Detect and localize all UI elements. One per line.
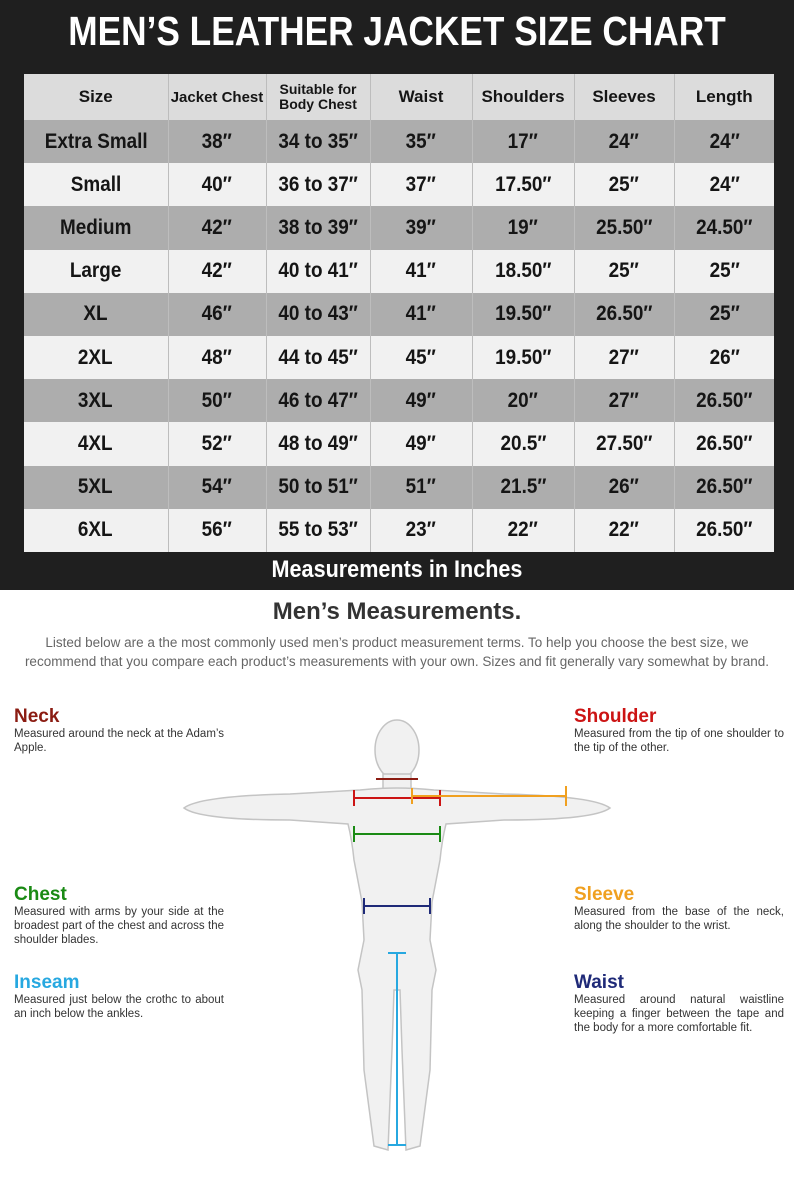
table-cell [574, 336, 674, 379]
shoulder-info [574, 706, 784, 755]
table-cell [674, 379, 774, 422]
table-cell [168, 206, 266, 249]
table-cell [472, 336, 574, 379]
cell-text: 41″ [405, 259, 437, 283]
waist-info [574, 972, 784, 1035]
table-cell [24, 250, 168, 293]
cell-text: 17″ [507, 129, 539, 153]
cell-text: 25″ [608, 259, 640, 283]
cell-text: 27″ [608, 388, 640, 412]
table-cell [574, 466, 674, 509]
table-cell [168, 163, 266, 206]
table-cell [472, 250, 574, 293]
chart-title: MEN’S LEATHER JACKET SIZE CHART [68, 8, 726, 54]
cell-text: 23″ [405, 518, 437, 542]
table-cell [266, 163, 370, 206]
cell-text: 50″ [201, 388, 233, 412]
table-cell [24, 422, 168, 465]
table-cell [674, 293, 774, 336]
cell-text: 6XL [78, 518, 114, 542]
table-cell [674, 509, 774, 552]
table-cell [24, 509, 168, 552]
table-cell [24, 293, 168, 336]
shoulder-description: Measured from the tip of one shoulder to the tip of the other. [574, 728, 784, 754]
cell-text: 26″ [709, 345, 740, 369]
cell-text: 2XL [78, 345, 114, 369]
size-table [24, 74, 774, 552]
cell-text: Medium [60, 215, 132, 239]
cell-text: 25″ [608, 172, 640, 196]
cell-text: 19.50″ [494, 345, 552, 369]
cell-text: 42″ [201, 215, 233, 239]
table-cell [472, 120, 574, 163]
cell-text: 42″ [201, 259, 233, 283]
table-cell [472, 466, 574, 509]
table-cell [574, 250, 674, 293]
cell-text: 40 to 41″ [278, 259, 358, 283]
table-cell [574, 379, 674, 422]
measurements-caption: Measurements in Inches [271, 556, 523, 583]
cell-text: Large [70, 259, 122, 283]
neck-label: Neck [14, 706, 60, 727]
cell-text: XL [83, 302, 108, 326]
cell-text: 48 to 49″ [278, 431, 358, 455]
table-cell [266, 379, 370, 422]
cell-text: 46 to 47″ [278, 388, 358, 412]
table-row [24, 293, 774, 336]
cell-text: 39″ [405, 215, 437, 239]
cell-text: 20″ [507, 388, 539, 412]
table-cell [472, 206, 574, 249]
table-cell [24, 336, 168, 379]
cell-text: 24″ [608, 129, 640, 153]
table-cell [574, 422, 674, 465]
table-cell [370, 466, 472, 509]
table-cell [266, 509, 370, 552]
cell-text: 54″ [201, 475, 233, 499]
cell-text: 18.50″ [494, 259, 552, 283]
cell-text: 24″ [709, 172, 740, 196]
cell-text: 35″ [405, 129, 437, 153]
table-cell [472, 509, 574, 552]
table-cell [370, 509, 472, 552]
table-row [24, 336, 774, 379]
cell-text: 49″ [405, 388, 437, 412]
table-cell [370, 336, 472, 379]
table-cell [674, 163, 774, 206]
cell-text: 24.50″ [696, 215, 753, 239]
table-cell [370, 163, 472, 206]
chest-label: Chest [14, 884, 67, 905]
header-sleeves: Sleeves [574, 74, 674, 120]
header-shoulders: Shoulders [472, 74, 574, 120]
table-cell [24, 120, 168, 163]
table-cell [266, 336, 370, 379]
cell-text: 45″ [405, 345, 437, 369]
cell-text: 25″ [709, 259, 740, 283]
measurements-intro: Listed below are a the most commonly used men’s product measurement terms. To help you choose the best size, we recommend that you compare each product’s measurements with your own. Sizes and fit generally vary somewhat by brand. [24, 635, 770, 669]
table-row [24, 206, 774, 249]
table-cell [24, 379, 168, 422]
table-cell [674, 120, 774, 163]
cell-text: 22″ [608, 518, 640, 542]
header-waist: Waist [370, 74, 472, 120]
table-cell [574, 163, 674, 206]
table-cell [168, 250, 266, 293]
header-suitable-line2: Body Chest [279, 96, 357, 112]
head-shape [375, 720, 419, 780]
cell-text: 27.50″ [595, 431, 653, 455]
cell-text: 56″ [201, 518, 233, 542]
table-cell [472, 293, 574, 336]
cell-text: 26.50″ [696, 388, 753, 412]
table-cell [168, 379, 266, 422]
table-cell [266, 206, 370, 249]
cell-text: 24″ [709, 129, 740, 153]
cell-text: Small [70, 172, 121, 196]
chest-info [14, 884, 224, 947]
cell-text: 38″ [201, 129, 233, 153]
table-cell [472, 163, 574, 206]
sleeve-info [574, 884, 784, 933]
table-cell [574, 293, 674, 336]
table-cell [370, 293, 472, 336]
inseam-info [14, 972, 224, 1021]
header-length: Length [674, 74, 774, 120]
header-size: Size [24, 74, 168, 120]
cell-text: 20.5″ [500, 431, 546, 455]
table-cell [674, 466, 774, 509]
cell-text: 26.50″ [696, 431, 753, 455]
table-cell [168, 336, 266, 379]
cell-text: 52″ [201, 431, 233, 455]
cell-text: 22″ [507, 518, 539, 542]
table-cell [674, 206, 774, 249]
table-cell [370, 422, 472, 465]
table-row [24, 120, 774, 163]
table-row [24, 509, 774, 552]
cell-text: 49″ [405, 431, 437, 455]
cell-text: Extra Small [44, 129, 148, 153]
table-cell [370, 379, 472, 422]
cell-text: 55 to 53″ [278, 518, 358, 542]
table-cell [574, 206, 674, 249]
cell-text: 5XL [78, 475, 114, 499]
table-cell [24, 466, 168, 509]
cell-text: 19.50″ [494, 302, 552, 326]
table-cell [370, 206, 472, 249]
header-suitable-body-chest [266, 74, 370, 120]
table-cell [574, 509, 674, 552]
table-cell [472, 422, 574, 465]
cell-text: 40″ [201, 172, 233, 196]
table-header-row [24, 74, 774, 120]
table-cell [168, 466, 266, 509]
cell-text: 26.50″ [696, 518, 753, 542]
table-row [24, 250, 774, 293]
header-suitable-line1: Suitable for [279, 81, 357, 97]
neck-info [14, 706, 224, 755]
table-cell [674, 250, 774, 293]
neck-description: Measured around the neck at the Adam’s Apple. [14, 728, 224, 754]
inseam-description: Measured just below the crothc to about an inch below the ankles. [14, 994, 224, 1020]
table-row [24, 163, 774, 206]
cell-text: 3XL [78, 388, 114, 412]
sleeve-description: Measured from the base of the neck, along the shoulder to the wrist. [574, 906, 784, 932]
cell-text: 41″ [405, 302, 437, 326]
cell-text: 37″ [405, 172, 437, 196]
cell-text: 51″ [405, 475, 437, 499]
cell-text: 44 to 45″ [278, 345, 358, 369]
table-cell [370, 120, 472, 163]
cell-text: 26.50″ [696, 475, 753, 499]
table-cell [472, 379, 574, 422]
table-cell [266, 120, 370, 163]
table-row [24, 466, 774, 509]
table-cell [574, 120, 674, 163]
table-cell [674, 336, 774, 379]
cell-text: 38 to 39″ [278, 215, 358, 239]
table-cell [24, 206, 168, 249]
table-cell [266, 250, 370, 293]
cell-text: 50 to 51″ [278, 475, 358, 499]
table-cell [168, 293, 266, 336]
cell-text: 48″ [201, 345, 233, 369]
inseam-label: Inseam [14, 972, 80, 993]
waist-description: Measured around natural waistline keeping a finger between the tape and the body for a more comfortable fit. [574, 994, 784, 1034]
table-cell [168, 120, 266, 163]
cell-text: 36 to 37″ [278, 172, 358, 196]
cell-text: 21.5″ [500, 475, 546, 499]
table-cell [168, 422, 266, 465]
table-cell [266, 422, 370, 465]
cell-text: 26.50″ [595, 302, 653, 326]
table-row [24, 422, 774, 465]
table-cell [24, 163, 168, 206]
cell-text: 26″ [608, 475, 640, 499]
table-cell [266, 466, 370, 509]
cell-text: 25.50″ [595, 215, 653, 239]
cell-text: 25″ [709, 302, 740, 326]
cell-text: 19″ [507, 215, 539, 239]
table-row [24, 379, 774, 422]
cell-text: 34 to 35″ [278, 129, 358, 153]
table-cell [370, 250, 472, 293]
header-jacket-chest: Jacket Chest [168, 74, 266, 120]
cell-text: 40 to 43″ [278, 302, 358, 326]
table-cell [674, 422, 774, 465]
cell-text: 46″ [201, 302, 233, 326]
cell-text: 27″ [608, 345, 640, 369]
table-cell [266, 293, 370, 336]
shoulder-label: Shoulder [574, 706, 657, 727]
table-cell [168, 509, 266, 552]
waist-label: Waist [574, 972, 624, 993]
cell-text: 4XL [78, 431, 114, 455]
cell-text: 17.50″ [494, 172, 552, 196]
chest-description: Measured with arms by your side at the broadest part of the chest and across the shoulder blades. [14, 906, 224, 946]
measurements-title: Men’s Measurements. [272, 598, 522, 625]
sleeve-label: Sleeve [574, 884, 635, 905]
